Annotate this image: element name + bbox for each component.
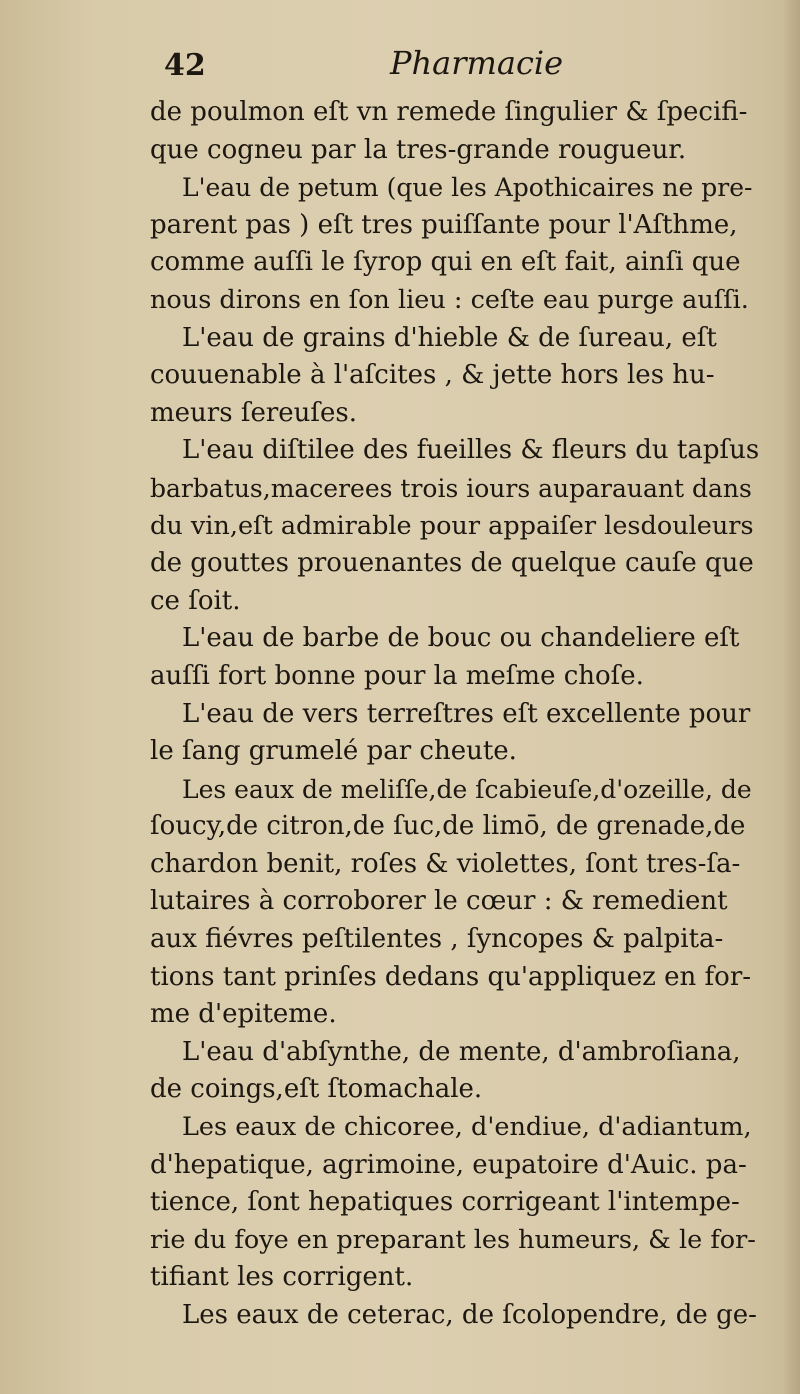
text-line: barbatus,macerees trois iours auparauant dans [150, 473, 752, 503]
text-line: L'eau de grains d'hieble & de ſureau, eſt [182, 322, 717, 353]
page-number: 42 [164, 48, 206, 83]
text-line: rie du foye en preparant les humeurs, & le for- [150, 1224, 756, 1255]
text-line: L'eau diſtilee des fueilles & fleurs du tapſus [182, 435, 760, 466]
text-line: tifiant les corrigent. [150, 1262, 414, 1293]
text-line: d'hepatique, agrimoine, eupatoire d'Auic. pa- [150, 1149, 747, 1180]
running-title: Pharmacie [390, 44, 564, 82]
text-line: tions tant prinſes dedans qu'appliquez en for- [150, 961, 752, 992]
text-line: ce ſoit. [150, 585, 241, 616]
text-line: chardon benit, roſes & violettes, ſont tres-ſa- [150, 848, 741, 879]
text-line: que cogneu par la tres-grande rougueur. [150, 134, 687, 165]
text-line: tience, ſont hepatiques corrigeant l'intempe- [150, 1187, 740, 1218]
text-line: ſoucy,de citron,de ſuc,de limō, de grenade,de [150, 811, 746, 842]
text-line: L'eau de petum (que les Apothicaires ne pre- [182, 173, 753, 203]
text-line: lutaires à corroborer le cœur : & remedient [150, 886, 728, 917]
text-line: du vin,eſt admirable pour appaiſer lesdouleurs [150, 510, 754, 541]
text-line: L'eau de vers terreſtres eſt excellente pour [182, 698, 751, 729]
text-line: parent pas ) eſt tres puiſſante pour l'Aſthme, [150, 209, 738, 240]
text-line: de poulmon eſt vn remede ſingulier & ſpecifi- [150, 97, 748, 127]
text-line: nous dirons en ſon lieu : ceſte eau purge auſſi. [150, 284, 749, 315]
text-line: le ſang grumelé par cheute. [150, 736, 517, 767]
text-line: aux fiévres peſtilentes , ſyncopes & palpita- [150, 924, 724, 955]
text-line: couuenable à l'aſcites , & jette hors les hu- [150, 360, 715, 391]
text-line: comme auſſi le ſyrop qui en eſt fait, ainſi que [150, 247, 741, 278]
page-header [158, 44, 758, 94]
text-line: de coings,eſt ſtomachale. [150, 1074, 483, 1105]
text-line: L'eau de barbe de bouc ou chandeliere eſt [182, 623, 740, 654]
text-line: auſſi fort bonne pour la meſme choſe. [150, 660, 644, 691]
body-text [150, 94, 760, 1335]
text-line: meurs ſereuſes. [150, 397, 358, 428]
text-line: de gouttes prouenantes de quelque cauſe que [150, 548, 754, 579]
text-line: me d'epiteme. [150, 999, 337, 1030]
text-line: Les eaux de meliſſe,de ſcabieuſe,d'ozeille, de [182, 774, 752, 804]
text-line: Les eaux de chicoree, d'endiue, d'adiantum, [182, 1112, 752, 1143]
text-line: Les eaux de ceterac, de ſcolopendre, de ge- [182, 1300, 757, 1330]
text-line: L'eau d'abſynthe, de mente, d'ambroſiana, [182, 1036, 741, 1067]
